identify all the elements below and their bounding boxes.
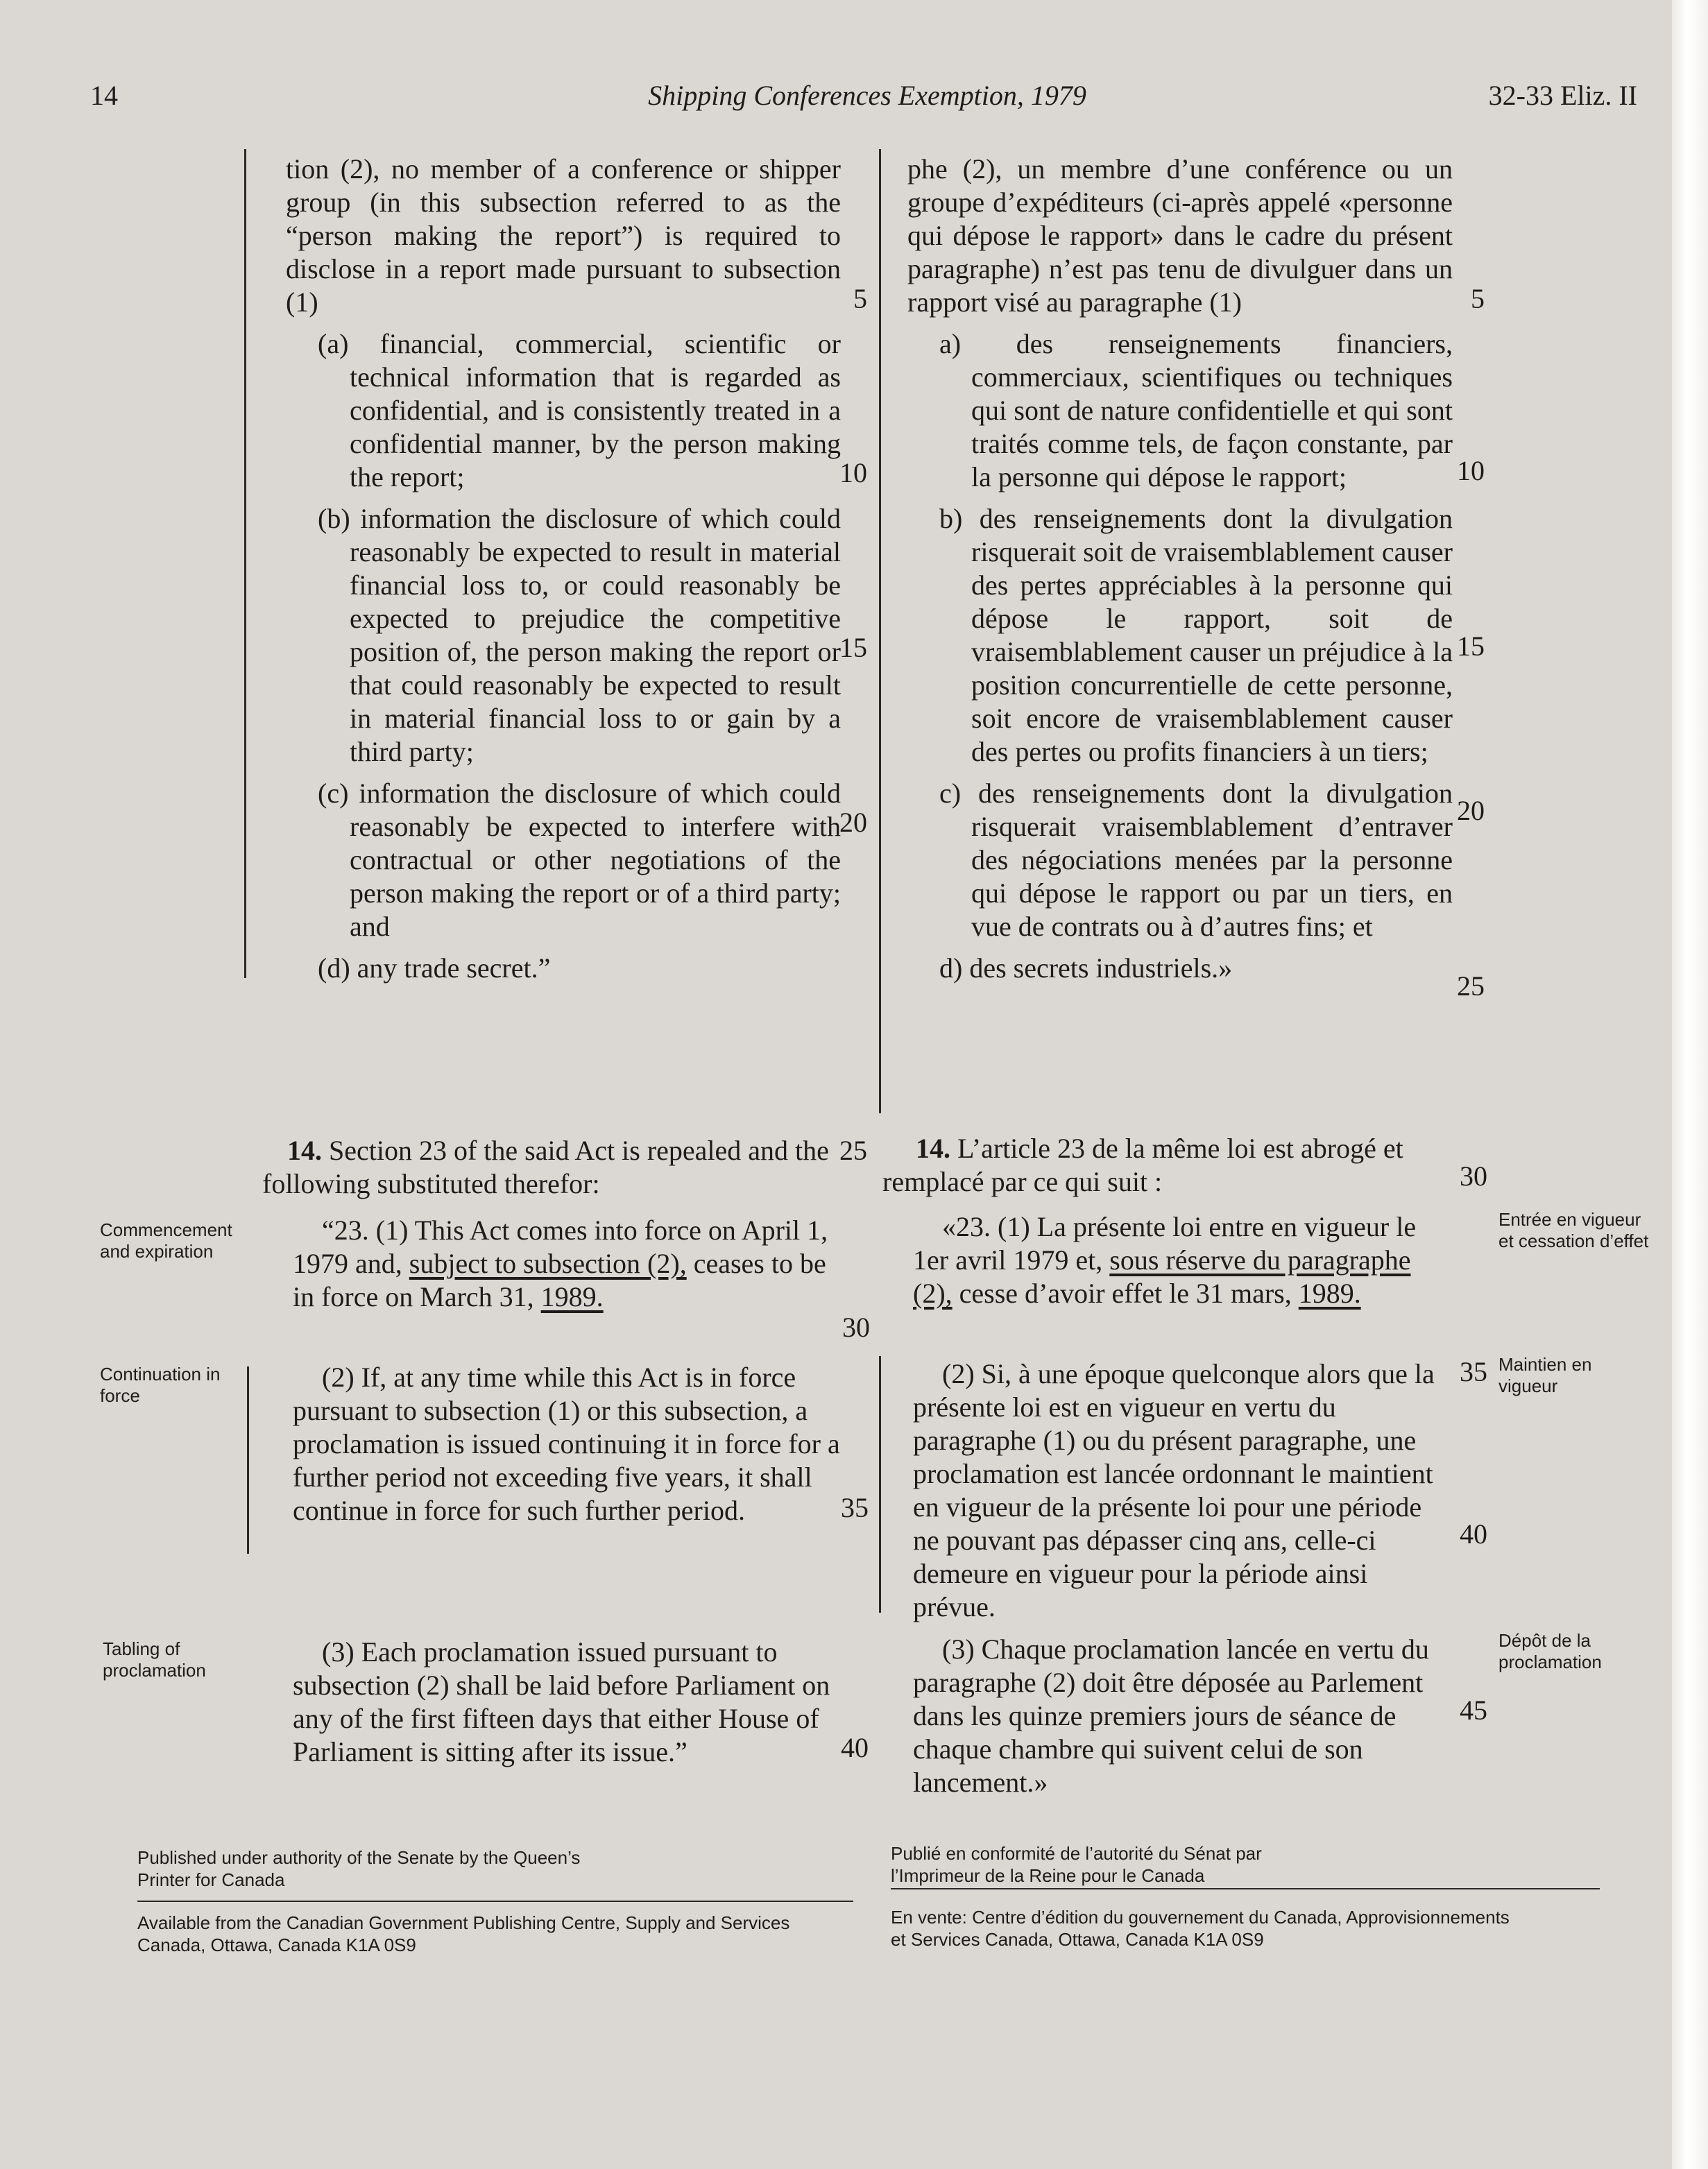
fr-line-number: 25 xyxy=(1457,970,1485,1002)
en-line-number: 35 xyxy=(841,1492,869,1523)
fr-sub1-amendment: sous réserve du paragraphe (2), xyxy=(913,1244,1411,1309)
page-edge xyxy=(1672,0,1708,2169)
fr-subsection-3: (3) Chaque proclamation lancée en vertu du paragraphe (2) doit être déposée au Parlement dans les quinze premiers jours de séance de chaque chambre qui suivent celui de son lancement.» xyxy=(913,1634,1429,1798)
fr-line-number: 20 xyxy=(1457,795,1485,826)
margin-note-depot: Dépôt de la proclamation xyxy=(1498,1630,1602,1672)
fr-item-c: c) des renseignements dont la divulgation risquerait vraisemblablement d’entraver des négociations menées par la personne qui dépose le rapport ou par un tiers, en vue de contrats ou à d’autres fins; et xyxy=(939,778,1453,942)
fr-item-a: a) des renseignements financiers, commerciaux, scientifiques ou techniques qui sont de nature confidentielle et qui sont traités comme tels, de façon constante, par la personne qui dépose le rapport; xyxy=(939,328,1453,492)
en-section-14-number: 14. xyxy=(287,1135,322,1166)
fr-line-number: 5 xyxy=(1471,283,1485,314)
fr-section-14-number: 14. xyxy=(916,1133,950,1164)
margin-note-entree: Entrée en vigueur et cessation d’effet xyxy=(1498,1209,1649,1251)
en-item-c: (c) information the disclosure of which could reasonably be expected to interfere with contractual or other negotiations of the person making the report or of a third party; and xyxy=(318,778,841,942)
en-item-b: (b) information the disclosure of which could reasonably be expected to result in material financial loss to, or could reasonably be expected to prejudice the competitive position of, the person making the report or that could reasonably be expected to result in material financial loss to or gain by a third party; xyxy=(318,503,841,767)
fr-section-14-text: L’article 23 de la même loi est abrogé et remplacé par ce qui suit : xyxy=(882,1133,1403,1197)
en-sub1-year: 1989. xyxy=(540,1281,604,1312)
fr-subsection-1 xyxy=(913,1210,1453,1310)
en-subsection-3: (3) Each proclamation issued pursuant to subsection (2) shall be laid before Parliament on any of the first fifteen days that either House of Parliament is sitting after its issue.” xyxy=(293,1636,830,1767)
en-line-number: 25 xyxy=(839,1135,867,1166)
margin-note-tabling: Tabling of proclamation xyxy=(103,1638,206,1681)
en-section-14-text: Section 23 of the said Act is repealed and the following substituted therefor: xyxy=(262,1135,829,1199)
fr-line-number: 45 xyxy=(1460,1695,1487,1726)
en-line-number: 20 xyxy=(839,807,867,838)
en-section-14 xyxy=(262,1134,841,1201)
en-subsection-1 xyxy=(293,1214,841,1314)
fr-line-number: 40 xyxy=(1460,1518,1487,1550)
en-sub1-amendment: subject to subsection (2), xyxy=(409,1248,687,1279)
page-number: 14 xyxy=(90,80,118,111)
footer-rule-en xyxy=(137,1901,853,1902)
running-title: Shipping Conferences Exemption, 1979 xyxy=(648,80,1086,111)
en-line-number: 5 xyxy=(853,283,867,314)
margin-note-maintien: Maintien en vigueur xyxy=(1498,1354,1592,1396)
fr-sub1-lead: «23. (1) La présente loi entre en vigueur le 1er avril 1979 et, xyxy=(913,1211,1417,1276)
en-sub1-lead: “23. (1) This Act comes into force on April 1, 1979 and, xyxy=(293,1215,828,1279)
en-line-number: 30 xyxy=(842,1312,870,1343)
french-column-top xyxy=(907,153,1453,993)
fr-line-number: 10 xyxy=(1457,455,1485,486)
fr-line-number: 35 xyxy=(1460,1356,1487,1387)
change-bar-fr-top xyxy=(879,149,881,1113)
footer-published-fr: Publié en conformité de l’autorité du Sénat par l’Imprimeur de la Reine pour le Canada xyxy=(891,1843,1262,1886)
fr-line-number: 30 xyxy=(1460,1160,1487,1192)
footer-available-fr: En vente: Centre d’édition du gouvernement du Canada, Approvisionnements et Services Canada, Ottawa, Canada K1A 0S9 xyxy=(891,1907,1510,1950)
margin-note-commencement: Commencement and expiration xyxy=(100,1219,232,1262)
fr-intro: phe (2), un membre d’une conférence ou un groupe d’expéditeurs (ci-après appelé «personne qui dépose le rapport» dans le cadre du présent paragraphe) n’est pas tenu de divulguer dans un rapport visé au paragraphe (1) xyxy=(907,153,1453,318)
fr-section-14 xyxy=(882,1132,1453,1199)
en-sub1-mid: ceases to be in force on March 31, xyxy=(293,1248,826,1312)
change-bar-fr-sub2 xyxy=(879,1356,881,1613)
margin-note-continuation: Continuation in force xyxy=(100,1364,221,1406)
fr-item-b: b) des renseignements dont la divulgation risquerait soit de vraisemblablement causer des pertes appréciables à la personne qui dépose le rapport, soit de vraisemblablement causer un préjudice à la position concurrentielle de cette personne, soit encore de vraisemblablement causer des pertes ou profits financiers à un tiers; xyxy=(939,503,1453,767)
footer-available-en: Available from the Canadian Government Publishing Centre, Supply and Services Canada, Ottawa, Canada K1A 0S9 xyxy=(137,1912,790,1955)
footer-rule-fr xyxy=(891,1888,1600,1889)
change-bar-en-top xyxy=(244,149,246,978)
fr-item-d: d) des secrets industriels.» xyxy=(939,952,1233,984)
fr-sub1-year: 1989. xyxy=(1298,1278,1361,1309)
change-bar-en-sub2 xyxy=(247,1366,249,1554)
footer-published-en: Published under authority of the Senate by the Queen’s Printer for Canada xyxy=(137,1847,581,1890)
en-intro: tion (2), no member of a conference or shipper group (in this subsection referred to as the “person making the report”) is required to disclose in a report made pursuant to subsection (1) xyxy=(286,153,841,318)
en-item-a: (a) financial, commercial, scientific or technical information that is regarded as confidential, and is consistently treated in a confidential manner, by the person making the report; xyxy=(318,328,841,492)
en-item-d: (d) any trade secret.” xyxy=(318,952,551,984)
fr-line-number: 15 xyxy=(1457,631,1485,662)
en-subsection-2: (2) If, at any time while this Act is in force pursuant to subsection (1) or this subsection, a proclamation is issued continuing it in force for a further period not exceeding five years, it shall continue in force for such further period. xyxy=(293,1362,840,1526)
running-session: 32-33 Eliz. II xyxy=(1488,80,1637,111)
en-line-number: 10 xyxy=(839,457,867,488)
english-column-top xyxy=(286,153,841,993)
fr-subsection-2: (2) Si, à une époque quelconque alors que la présente loi est en vigueur en vertu du paragraphe (1) ou du présent paragraphe, une proclamation est lancée ordonnant le maintient en vigueur de la présente loi pour une période ne pouvant pas dépasser cinq ans, celle-ci demeure en vigueur pour la période ainsi prévue. xyxy=(913,1358,1435,1622)
en-line-number: 40 xyxy=(841,1732,869,1763)
en-line-number: 15 xyxy=(839,632,867,663)
fr-sub1-mid: cesse d’avoir effet le 31 mars, xyxy=(959,1278,1292,1309)
